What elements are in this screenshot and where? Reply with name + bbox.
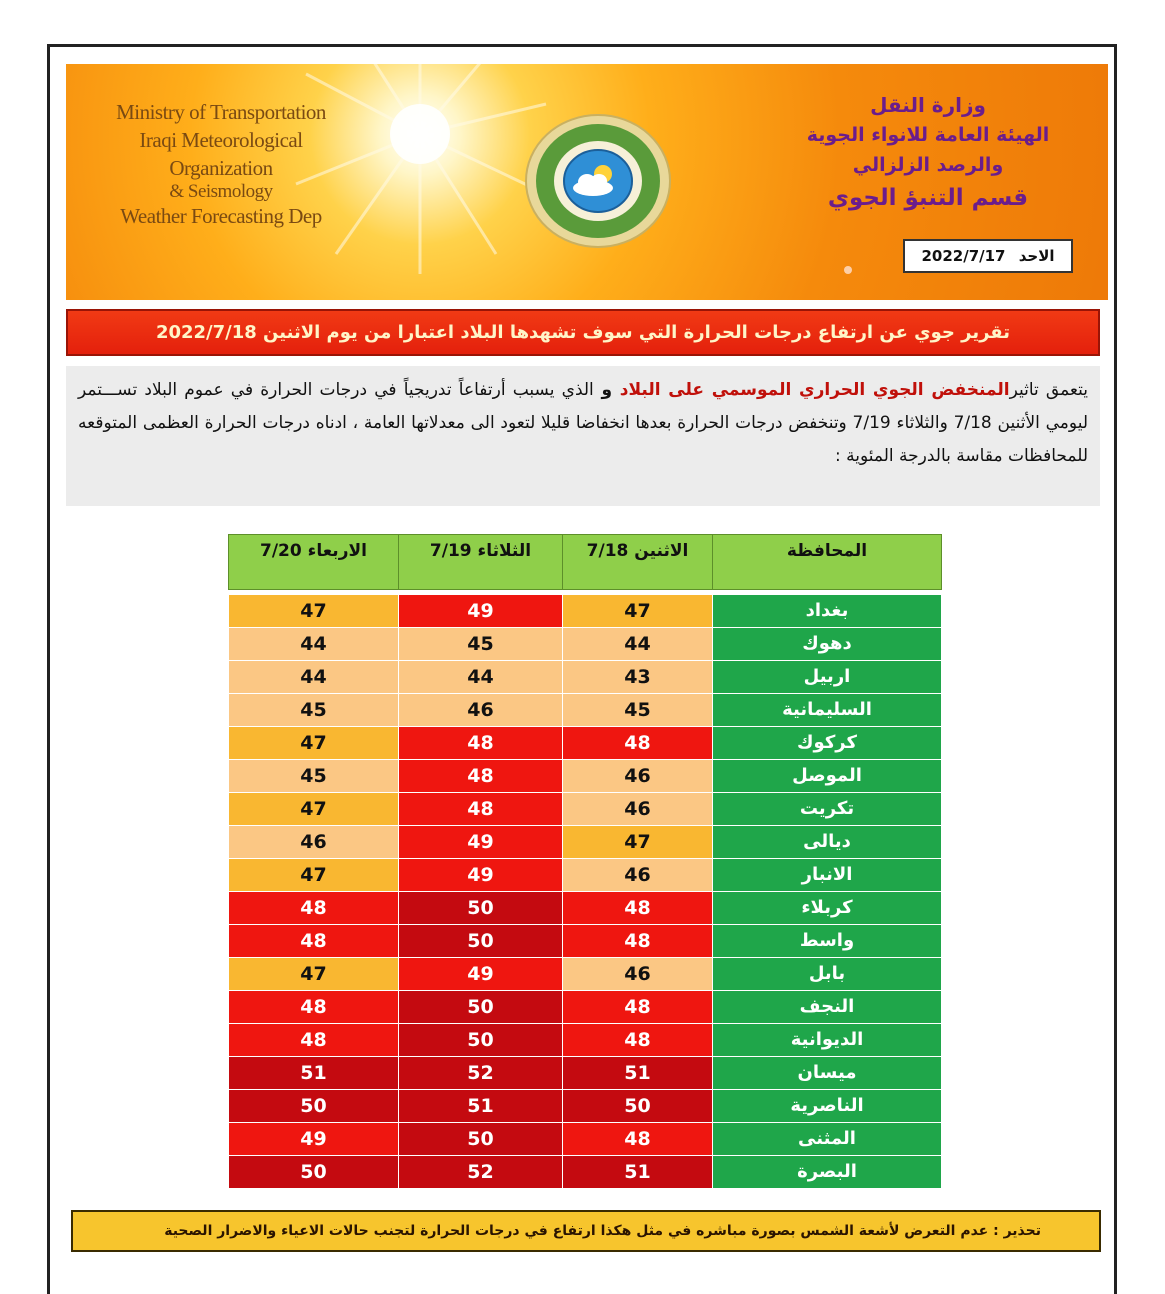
- temp-cell-wed: 51: [229, 1057, 399, 1090]
- temp-cell-tue: 49: [399, 826, 563, 859]
- table-row: [229, 595, 942, 628]
- intro-paragraph: [66, 366, 1100, 506]
- table-row: [229, 1090, 942, 1123]
- column-header-monday: الاثنين 7/18: [563, 535, 713, 590]
- temp-cell-mon: 48: [563, 925, 713, 958]
- table-row: [229, 991, 942, 1024]
- en-line-department: Weather Forecasting Dep: [120, 204, 322, 228]
- temp-cell-mon: 47: [563, 595, 713, 628]
- temp-cell-wed: 47: [229, 727, 399, 760]
- temp-cell-mon: 48: [563, 991, 713, 1024]
- temp-cell-tue: 48: [399, 727, 563, 760]
- temp-cell-mon: 43: [563, 661, 713, 694]
- table-row: [229, 892, 942, 925]
- temperature-table: [228, 534, 942, 1189]
- english-organization-name: [86, 98, 356, 230]
- temp-cell-tue: 52: [399, 1057, 563, 1090]
- temp-cell-wed: 47: [229, 859, 399, 892]
- governorate-cell: بابل: [713, 958, 942, 991]
- temp-cell-wed: 45: [229, 694, 399, 727]
- table-row: [229, 1156, 942, 1189]
- temp-cell-mon: 44: [563, 628, 713, 661]
- table-row: [229, 1123, 942, 1156]
- temp-cell-tue: 49: [399, 958, 563, 991]
- temp-cell-mon: 51: [563, 1156, 713, 1189]
- temp-cell-tue: 46: [399, 694, 563, 727]
- arabic-organization-name: [778, 90, 1078, 216]
- temp-cell-wed: 49: [229, 1123, 399, 1156]
- temp-cell-tue: 50: [399, 925, 563, 958]
- ar-line-ministry: وزارة النقل: [870, 93, 986, 117]
- temp-cell-wed: 47: [229, 595, 399, 628]
- temp-cell-mon: 48: [563, 892, 713, 925]
- governorate-cell: تكريت: [713, 793, 942, 826]
- table-row: [229, 925, 942, 958]
- intro-text-1: يتعمق تاثير: [1009, 380, 1088, 400]
- governorate-cell: الناصرية: [713, 1090, 942, 1123]
- temp-cell-mon: 46: [563, 859, 713, 892]
- temp-cell-wed: 48: [229, 1024, 399, 1057]
- temp-cell-mon: 46: [563, 958, 713, 991]
- temp-cell-wed: 50: [229, 1156, 399, 1189]
- governorate-cell: النجف: [713, 991, 942, 1024]
- temp-cell-wed: 47: [229, 793, 399, 826]
- temp-cell-wed: 44: [229, 661, 399, 694]
- intro-connector: و: [593, 380, 620, 400]
- governorate-cell: اربيل: [713, 661, 942, 694]
- temp-cell-mon: 45: [563, 694, 713, 727]
- temp-cell-mon: 48: [563, 1024, 713, 1057]
- temp-cell-wed: 50: [229, 1090, 399, 1123]
- governorate-cell: الانبار: [713, 859, 942, 892]
- temp-cell-tue: 51: [399, 1090, 563, 1123]
- table-row: [229, 727, 942, 760]
- governorate-cell: واسط: [713, 925, 942, 958]
- table-row: [229, 760, 942, 793]
- governorate-cell: كربلاء: [713, 892, 942, 925]
- issue-day: الاحد: [1018, 247, 1055, 265]
- intro-highlight: المنخفض الجوي الحراري الموسمي على البلاد: [619, 380, 1010, 400]
- governorate-cell: الموصل: [713, 760, 942, 793]
- temperature-rows: [229, 590, 942, 1189]
- temp-cell-wed: 48: [229, 991, 399, 1024]
- temp-cell-tue: 49: [399, 859, 563, 892]
- temp-cell-tue: 48: [399, 760, 563, 793]
- temp-cell-tue: 50: [399, 1123, 563, 1156]
- en-line-organization: Iraqi Meteorological Organization: [139, 128, 303, 180]
- table-row: [229, 1057, 942, 1090]
- temp-cell-tue: 44: [399, 661, 563, 694]
- temp-cell-wed: 45: [229, 760, 399, 793]
- governorate-cell: البصرة: [713, 1156, 942, 1189]
- governorate-cell: ديالى: [713, 826, 942, 859]
- temp-cell-tue: 49: [399, 595, 563, 628]
- table-row: [229, 628, 942, 661]
- temp-cell-tue: 50: [399, 892, 563, 925]
- intro-text-2: الذي يسبب أرتفاعاً تدريجياً في درجات الحرارة في عموم البلاد تســـتمر ليومي الأثنين 7/18 والثلاثاء 7/19 وتنخفض درجات الحرارة بعدها انخفاضا قليلا لتعود الى معدلاتها العامة ، ادناه درجات الحرارة العظمى المتوقعه للمحافظات مقاسة بالدرجة المئوية :: [78, 380, 1088, 466]
- table-row: [229, 859, 942, 892]
- table-row: [229, 1024, 942, 1057]
- temp-cell-mon: 46: [563, 793, 713, 826]
- issue-date-box: [903, 239, 1073, 273]
- temp-cell-mon: 47: [563, 826, 713, 859]
- column-header-tuesday: الثلاثاء 7/19: [399, 535, 563, 590]
- temp-cell-wed: 47: [229, 958, 399, 991]
- ar-line-department: قسم التنبؤ الجوي: [827, 185, 1029, 211]
- temp-cell-tue: 45: [399, 628, 563, 661]
- table-row: [229, 958, 942, 991]
- governorate-cell: ميسان: [713, 1057, 942, 1090]
- governorate-cell: دهوك: [713, 628, 942, 661]
- en-line-seismology: & Seismology: [169, 181, 273, 202]
- ar-line-authority: الهيئة العامة للانواء الجوية: [806, 124, 1050, 146]
- governorate-cell: كركوك: [713, 727, 942, 760]
- table-row: [229, 793, 942, 826]
- governorate-cell: السليمانية: [713, 694, 942, 727]
- temp-cell-mon: 50: [563, 1090, 713, 1123]
- report-title: تقرير جوي عن ارتفاع درجات الحرارة التي سوف تشهدها البلاد اعتبارا من يوم الاثنين 2022/7/18: [66, 309, 1100, 356]
- temp-cell-tue: 48: [399, 793, 563, 826]
- temp-cell-tue: 50: [399, 1024, 563, 1057]
- temp-cell-wed: 44: [229, 628, 399, 661]
- health-warning: تحذير : عدم التعرض لأشعة الشمس بصورة مباشره في مثل هكذا ارتفاع في درجات الحرارة لتجنب حالات الاعياء والاضرار الصحية: [71, 1210, 1101, 1252]
- governorate-cell: بغداد: [713, 595, 942, 628]
- temp-cell-wed: 48: [229, 892, 399, 925]
- en-line-ministry: Ministry of Transportation: [116, 100, 326, 124]
- organization-logo: [523, 112, 673, 250]
- column-header-wednesday: الاربعاء 7/20: [229, 535, 399, 590]
- temp-cell-wed: 48: [229, 925, 399, 958]
- table-row: [229, 661, 942, 694]
- governorate-cell: الديوانية: [713, 1024, 942, 1057]
- ar-line-seismic: والرصد الزلزالي: [852, 154, 1004, 176]
- temp-cell-mon: 46: [563, 760, 713, 793]
- temp-cell-mon: 48: [563, 1123, 713, 1156]
- table-row: [229, 694, 942, 727]
- temp-cell-mon: 51: [563, 1057, 713, 1090]
- temp-cell-mon: 48: [563, 727, 713, 760]
- table-row: [229, 826, 942, 859]
- temp-cell-tue: 52: [399, 1156, 563, 1189]
- temp-cell-wed: 46: [229, 826, 399, 859]
- temp-cell-tue: 50: [399, 991, 563, 1024]
- column-header-governorate: المحافظة: [713, 535, 942, 590]
- issue-date: 2022/7/17: [921, 247, 1006, 265]
- governorate-cell: المثنى: [713, 1123, 942, 1156]
